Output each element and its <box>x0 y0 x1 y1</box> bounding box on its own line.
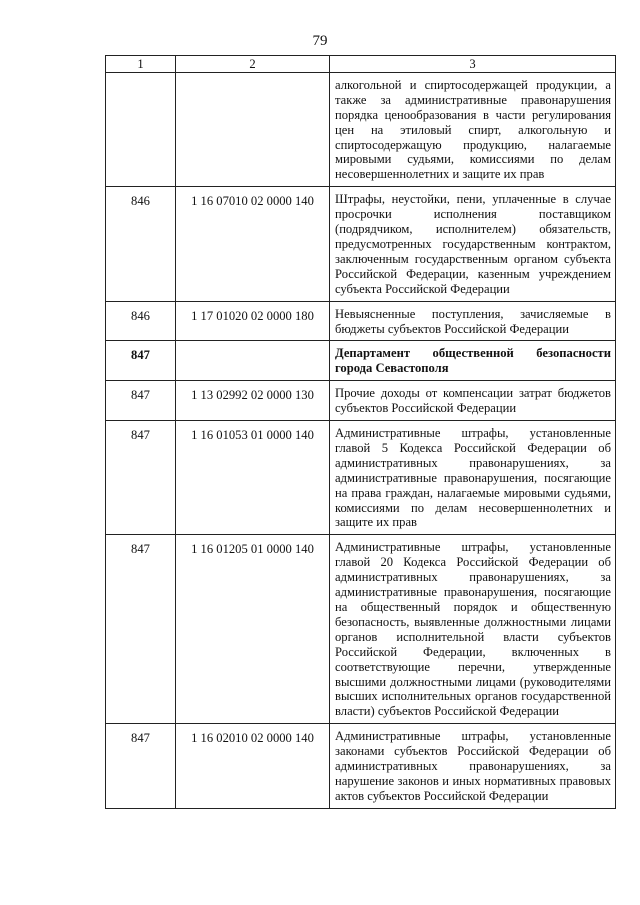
column-header-1: 1 <box>106 56 176 73</box>
table-header-row <box>106 56 616 73</box>
budget-code-cell: 1 16 07010 02 0000 140 <box>176 187 330 301</box>
admin-code-cell: 847 <box>106 421 176 535</box>
budget-code-cell <box>176 72 330 186</box>
budget-code-cell: 1 17 01020 02 0000 180 <box>176 301 330 341</box>
budget-code-cell: 1 16 01053 01 0000 140 <box>176 421 330 535</box>
table-row <box>106 187 616 301</box>
income-name-cell: Департамент общественной безопасности города Севастополя <box>330 341 616 381</box>
income-name-cell: алкогольной и спиртосодержащей продукции, а также за административные правонарушения порядка ценообразования в части регулирования цен на этиловый спирт, алкогольную и спиртосодержащую продукцию, налагаемые мировыми судьями, комиссиями по делам несовершеннолетних и защите их прав <box>330 72 616 186</box>
admin-code-cell: 846 <box>106 187 176 301</box>
admin-code-cell: 847 <box>106 381 176 421</box>
admin-code-cell: 847 <box>106 341 176 381</box>
budget-classification-table <box>105 55 616 809</box>
admin-code-cell: 847 <box>106 724 176 809</box>
budget-code-cell: 1 16 01205 01 0000 140 <box>176 535 330 724</box>
admin-code-cell <box>106 72 176 186</box>
budget-code-cell: 1 13 02992 02 0000 130 <box>176 381 330 421</box>
column-header-2: 2 <box>176 56 330 73</box>
table-row <box>106 72 616 186</box>
income-name-cell: Прочие доходы от компенсации затрат бюджетов субъектов Российской Федерации <box>330 381 616 421</box>
income-name-cell: Невыясненные поступления, зачисляемые в бюджеты субъектов Российской Федерации <box>330 301 616 341</box>
column-header-3: 3 <box>330 56 616 73</box>
table-row <box>106 421 616 535</box>
income-name-cell: Штрафы, неустойки, пени, уплаченные в случае просрочки исполнения поставщиком (подрядчиком, исполнителем) обязательств, предусмотренных государственным контрактом, заключенным государственным органом субъекта Российской Федерации, казенным учреждением субъекта Российской Федерации <box>330 187 616 301</box>
table-row <box>106 724 616 809</box>
table-row <box>106 341 616 381</box>
income-name-cell: Административные штрафы, установленные главой 5 Кодекса Российской Федерации об административных правонарушениях, за административные правонарушения, посягающие на права граждан, налагаемые мировыми судьями, комиссиями по делам несовершеннолетних и защите их прав <box>330 421 616 535</box>
income-name-cell: Административные штрафы, установленные законами субъектов Российской Федерации об административных правонарушениях, за нарушение законов и иных нормативных правовых актов субъектов Российской Федерации <box>330 724 616 809</box>
budget-code-cell: 1 16 02010 02 0000 140 <box>176 724 330 809</box>
income-name-cell: Административные штрафы, установленные главой 20 Кодекса Российской Федерации об административных правонарушениях, за административные правонарушения, посягающие на общественный порядок и общественную безопасность, выявленные должностными лицами органов исполнительной власти субъектов Российской Федерации, включенных в соответствующие перечни, утвержденные высшими должностными лицами (руководителями высших исполнительных органов государственной власти) субъектов Российской Федерации <box>330 535 616 724</box>
table-row <box>106 381 616 421</box>
page-number: 79 <box>312 33 328 49</box>
admin-code-cell: 846 <box>106 301 176 341</box>
table-row <box>106 301 616 341</box>
table-row <box>106 535 616 724</box>
budget-code-cell <box>176 341 330 381</box>
admin-code-cell: 847 <box>106 535 176 724</box>
